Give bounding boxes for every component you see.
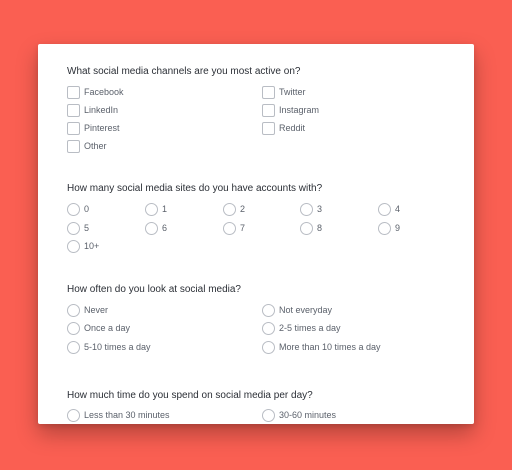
- checkbox-instagram[interactable]: [262, 103, 319, 117]
- radio-label: 8: [317, 223, 323, 233]
- radio-icon: [262, 304, 275, 317]
- radio-less-than-30[interactable]: [67, 408, 170, 422]
- radio-icon: [145, 222, 158, 235]
- question-social-channels: What social media channels are you most active on?: [67, 66, 301, 77]
- radio-count-5[interactable]: [67, 221, 89, 235]
- radio-icon: [223, 222, 236, 235]
- radio-count-4[interactable]: [378, 202, 400, 216]
- radio-30-60[interactable]: [262, 408, 336, 422]
- radio-count-1[interactable]: [145, 202, 167, 216]
- radio-label: 5: [84, 223, 90, 233]
- radio-icon: [145, 203, 158, 216]
- radio-icon: [67, 203, 80, 216]
- radio-icon: [67, 409, 80, 422]
- radio-label: Never: [84, 305, 109, 315]
- radio-icon: [262, 341, 275, 354]
- radio-label: 9: [395, 223, 401, 233]
- radio-icon: [67, 322, 80, 335]
- radio-2-5-times[interactable]: [262, 321, 341, 335]
- radio-label: Less than 30 minutes: [84, 410, 170, 420]
- radio-count-3[interactable]: [300, 202, 322, 216]
- question-time-spent: How much time do you spend on social media per day?: [67, 390, 313, 401]
- checkbox-icon: [262, 122, 275, 135]
- checkbox-pinterest[interactable]: [67, 121, 120, 135]
- checkbox-label: Instagram: [279, 105, 320, 115]
- radio-once-a-day[interactable]: [67, 321, 130, 335]
- radio-icon: [262, 322, 275, 335]
- radio-label: Not everyday: [279, 305, 333, 315]
- radio-icon: [67, 240, 80, 253]
- radio-icon: [378, 203, 391, 216]
- radio-label: 7: [240, 223, 246, 233]
- radio-label: 10+: [84, 241, 100, 251]
- question-frequency: How often do you look at social media?: [67, 284, 241, 295]
- checkbox-facebook[interactable]: [67, 85, 124, 99]
- checkbox-icon: [67, 104, 80, 117]
- radio-not-everyday[interactable]: [262, 303, 332, 317]
- radio-icon: [67, 341, 80, 354]
- radio-label: 1: [162, 204, 168, 214]
- radio-5-10-times[interactable]: [67, 340, 151, 354]
- radio-more-than-10[interactable]: [262, 340, 381, 354]
- checkbox-icon: [67, 122, 80, 135]
- radio-icon: [67, 304, 80, 317]
- checkbox-icon: [67, 140, 80, 153]
- radio-icon: [300, 222, 313, 235]
- checkbox-label: Pinterest: [84, 123, 120, 133]
- radio-count-8[interactable]: [300, 221, 322, 235]
- checkbox-icon: [262, 86, 275, 99]
- checkbox-label: Facebook: [84, 87, 124, 97]
- radio-count-7[interactable]: [223, 221, 245, 235]
- radio-icon: [300, 203, 313, 216]
- radio-icon: [67, 222, 80, 235]
- checkbox-linkedin[interactable]: [67, 103, 118, 117]
- radio-never[interactable]: [67, 303, 108, 317]
- checkbox-label: Twitter: [279, 87, 306, 97]
- radio-label: 30-60 minutes: [279, 410, 337, 420]
- radio-count-0[interactable]: [67, 202, 89, 216]
- checkbox-icon: [67, 86, 80, 99]
- radio-count-2[interactable]: [223, 202, 245, 216]
- checkbox-twitter[interactable]: [262, 85, 306, 99]
- radio-label: 2: [240, 204, 246, 214]
- checkbox-other[interactable]: [67, 139, 107, 153]
- radio-label: 0: [84, 204, 90, 214]
- radio-label: 3: [317, 204, 323, 214]
- radio-label: 4: [395, 204, 401, 214]
- radio-label: 2-5 times a day: [279, 323, 341, 333]
- survey-card: [38, 44, 474, 424]
- radio-icon: [378, 222, 391, 235]
- radio-count-10-plus[interactable]: [67, 239, 99, 253]
- checkbox-label: Other: [84, 141, 107, 151]
- checkbox-icon: [262, 104, 275, 117]
- radio-count-9[interactable]: [378, 221, 400, 235]
- radio-count-6[interactable]: [145, 221, 167, 235]
- checkbox-label: LinkedIn: [84, 105, 119, 115]
- radio-icon: [223, 203, 236, 216]
- radio-label: Once a day: [84, 323, 131, 333]
- radio-label: 6: [162, 223, 168, 233]
- radio-label: 5-10 times a day: [84, 342, 151, 352]
- radio-icon: [262, 409, 275, 422]
- radio-label: More than 10 times a day: [279, 342, 381, 352]
- checkbox-label: Reddit: [279, 123, 306, 133]
- checkbox-reddit[interactable]: [262, 121, 305, 135]
- question-site-count: How many social media sites do you have accounts with?: [67, 183, 323, 194]
